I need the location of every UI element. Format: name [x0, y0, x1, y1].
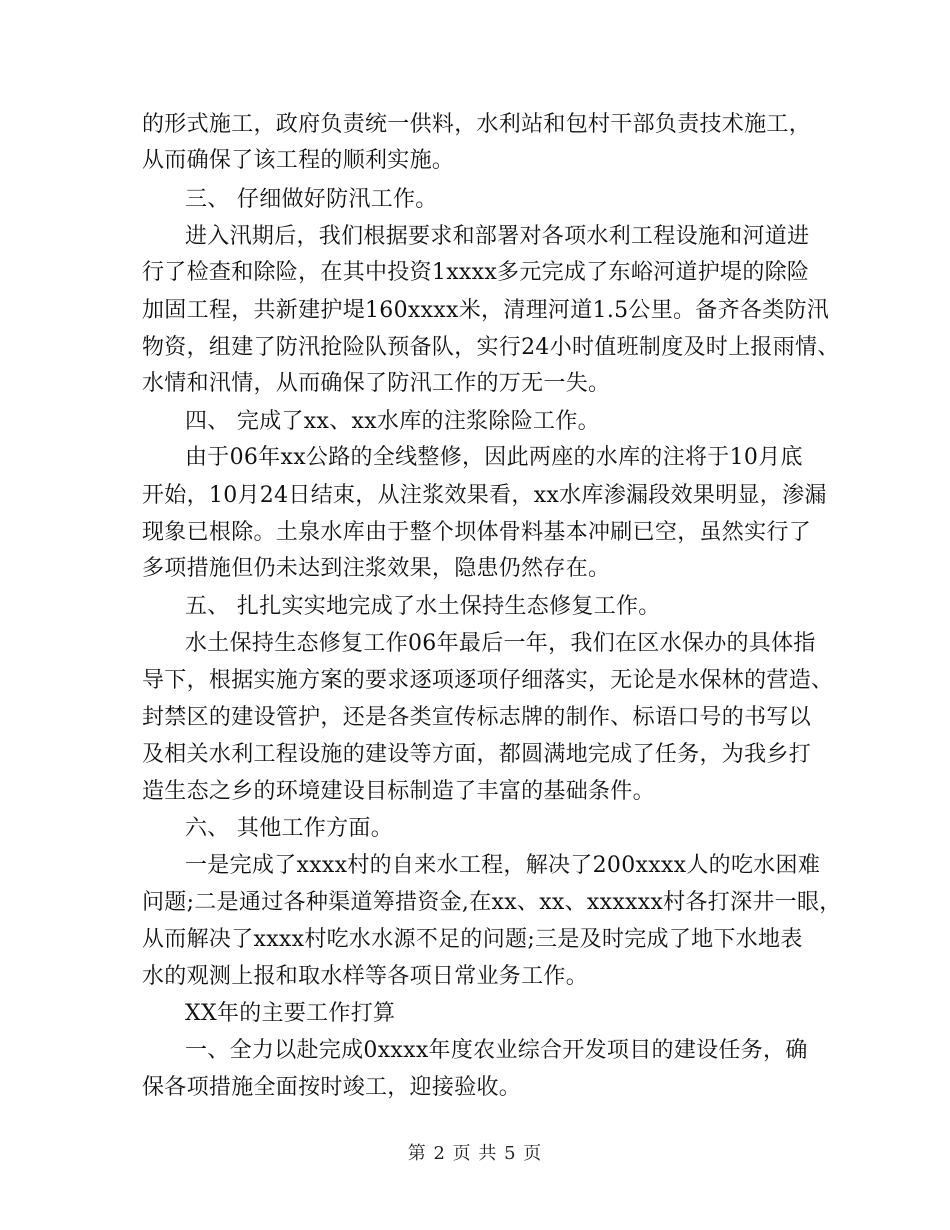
text-line: 保各项措施全面按时竣工，迎接验收。: [142, 1075, 522, 1100]
text-line: 水土保持生态修复工作06年最后一年，我们在区水保办的具体指: [185, 631, 816, 656]
text-line: 行了检查和除险，在其中投资1xxxx多元完成了东峪河道护堤的除险: [142, 260, 810, 285]
text-line: 问题;二是通过各种渠道筹措资金,在xx、xx、xxxxxx村各打深井一眼，: [142, 890, 842, 915]
section-heading: 六、 其他工作方面。: [185, 816, 393, 841]
text-line: 及相关水利工程设施的建设等方面，都圆满地完成了任务，为我乡打: [142, 742, 812, 767]
text-line: 一、全力以赴完成0xxxx年度农业综合开发项目的建设任务，确: [185, 1038, 808, 1063]
text-line: 封禁区的建设管护，还是各类宣传标志牌的制作、标语口号的书写以: [142, 705, 812, 730]
text-line: 水情和汛情，从而确保了防汛工作的万无一失。: [142, 371, 611, 396]
text-line: 导下，根据实施方案的要求逐项逐项仔细落实，无论是水保林的营造、: [142, 668, 834, 693]
section-heading: 五、 扎扎实实地完成了水土保持生态修复工作。: [185, 594, 661, 619]
page-footer: 第 2 页 共 5 页: [407, 1143, 543, 1164]
text-line: 的形式施工，政府负责统一供料，水利站和包村干部负责技术施工，: [142, 112, 812, 137]
text-line: 由于06年xx公路的全线整修，因此两座的水库的注将于10月底: [185, 445, 803, 470]
section-heading: 四、 完成了xx、xx水库的注浆除险工作。: [185, 409, 600, 434]
text-line: 造生态之乡的环境建设目标制造了丰富的基础条件。: [142, 779, 655, 804]
section-heading: XX年的主要工作打算: [185, 1001, 396, 1026]
text-line: 开始，10月24日结束，从注浆效果看，xx水库渗漏段效果明显，渗漏: [142, 483, 827, 508]
text-line: 一是完成了xxxx村的自来水工程，解决了200xxxx人的吃水困难: [185, 853, 821, 878]
section-heading: 三、 仔细做好防汛工作。: [185, 187, 438, 212]
text-line: 从而确保了该工程的顺利实施。: [142, 148, 455, 173]
text-line: 进入汛期后，我们根据要求和部署对各项水利工程设施和河道进: [185, 224, 810, 249]
text-line: 多项措施但仍未达到注浆效果，隐患仍然存在。: [142, 556, 611, 581]
text-line: 现象已根除。土泉水库由于整个坝体骨料基本冲刷已空，虽然实行了: [142, 520, 812, 545]
text-line: 从而解决了xxxx村吃水水源不足的问题;三是及时完成了地下水地表: [142, 927, 803, 952]
text-line: 物资，组建了防汛抢险队预备队，实行24小时值班制度及时上报雨情、: [142, 335, 840, 360]
text-line: 加固工程，共新建护堤160xxxx米，清理河道1.5公里。备齐各类防汛: [142, 298, 830, 323]
text-line: 水的观测上报和取水样等各项日常业务工作。: [142, 964, 589, 989]
